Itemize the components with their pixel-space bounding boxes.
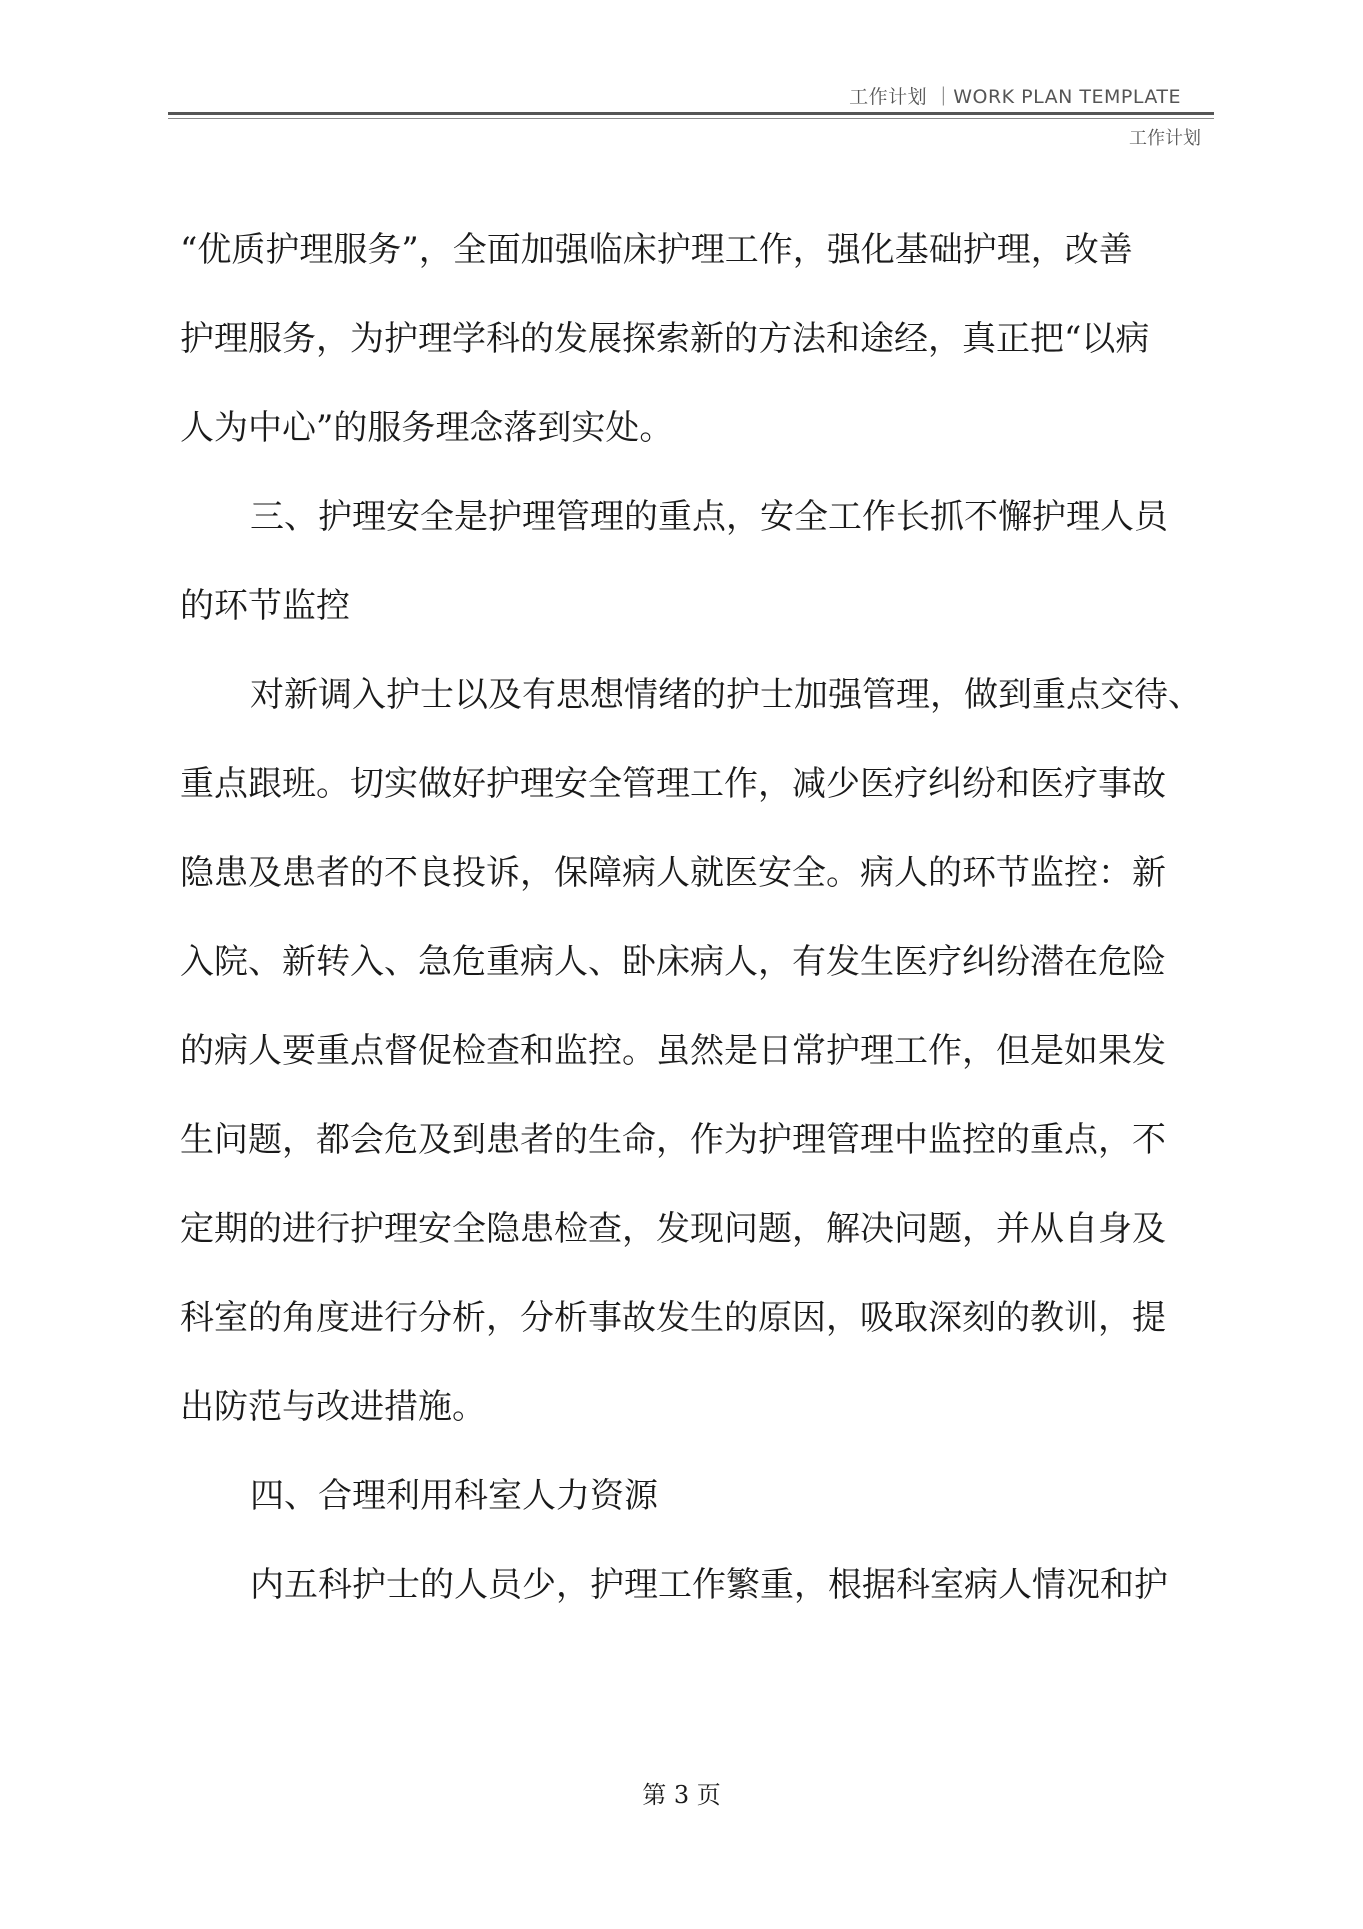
section-heading: 四、合理利用科室人力资源	[250, 1476, 658, 1516]
body-line: 定期的进行护理安全隐患检查，发现问题，解决问题，并从自身及	[180, 1209, 1166, 1249]
body-line: 重点跟班。切实做好护理安全管理工作，减少医疗纠纷和医疗事故	[180, 764, 1166, 804]
body-line: 隐患及患者的不良投诉，保障病人就医安全。病人的环节监控：新	[180, 853, 1166, 893]
body-line: 生问题，都会危及到患者的生命，作为护理管理中监控的重点，不	[180, 1120, 1166, 1160]
header-subtitle: 工作计划	[1129, 128, 1201, 149]
body-line: 入院、新转入、急危重病人、卧床病人，有发生医疗纠纷潜在危险	[180, 942, 1166, 982]
body-line: “优质护理服务”，全面加强临床护理工作，强化基础护理，改善	[180, 230, 1133, 270]
body-line: 的病人要重点督促检查和监控。虽然是日常护理工作，但是如果发	[180, 1031, 1166, 1071]
body-line: 人为中心”的服务理念落到实处。	[180, 408, 674, 448]
body-line: 内五科护士的人员少，护理工作繁重，根据科室病人情况和护	[250, 1565, 1168, 1605]
header-rule-thin	[168, 118, 1214, 119]
body-line: 对新调入护士以及有思想情绪的护士加强管理，做到重点交待、	[250, 675, 1202, 715]
body-line: 科室的角度进行分析，分析事故发生的原因，吸取深刻的教训，提	[180, 1298, 1166, 1338]
page-number: 第 3 页	[642, 1781, 721, 1809]
section-heading-cont: 的环节监控	[180, 586, 350, 626]
document-body	[180, 220, 1202, 1644]
body-line: 出防范与改进措施。	[180, 1387, 486, 1427]
header-rule	[168, 112, 1214, 115]
header-title: 工作计划 ｜WORK PLAN TEMPLATE	[849, 86, 1181, 108]
body-line: 护理服务，为护理学科的发展探索新的方法和途经，真正把“以病	[180, 319, 1150, 359]
section-heading: 三、护理安全是护理管理的重点，安全工作长抓不懈护理人员	[250, 497, 1168, 537]
